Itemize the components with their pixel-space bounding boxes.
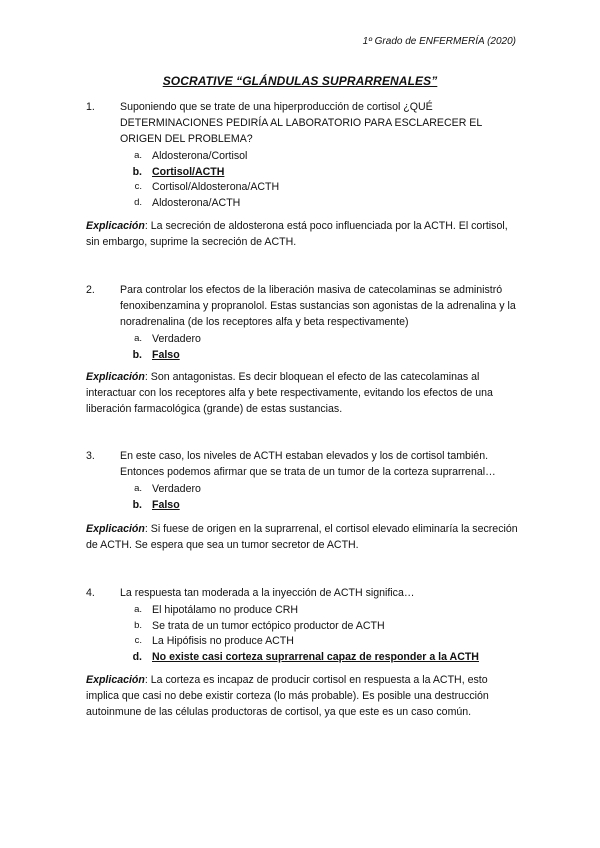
option-d-correct	[86, 649, 522, 665]
option-text: La Hipófisis no produce ACTH	[152, 635, 294, 647]
question-number: 2.	[86, 284, 95, 296]
option-c	[86, 633, 522, 649]
option-letter: a.	[134, 150, 142, 161]
question-number: 3.	[86, 450, 95, 462]
option-text: Verdadero	[152, 333, 201, 345]
option-text: Cortisol/ACTH	[152, 165, 225, 178]
explanation-4	[86, 672, 522, 720]
option-letter: b.	[132, 498, 142, 511]
explanation-label: Explicación	[86, 674, 145, 686]
explanation-1	[86, 218, 522, 250]
option-text: Cortisol/Aldosterona/ACTH	[152, 181, 280, 193]
option-letter: b.	[132, 348, 142, 361]
option-a	[86, 331, 522, 347]
option-text: No existe casi corteza suprarrenal capaz de responder a la ACTH	[152, 650, 479, 663]
option-text: Verdadero	[152, 483, 201, 495]
option-b-correct	[86, 347, 522, 363]
question-number: 1.	[86, 101, 95, 113]
option-a	[86, 481, 522, 497]
explanation-text: : La corteza es incapaz de producir cortisol en respuesta a la ACTH, esto implica que casi no debe existir corteza (lo más probable). Es posible una destrucción autoinmune de las células productoras de cortisol, ya que este es un caso común.	[86, 674, 489, 718]
question-3	[86, 448, 522, 512]
option-a	[86, 602, 522, 618]
option-letter: a.	[134, 483, 142, 494]
option-letter: a.	[134, 604, 142, 615]
option-c	[86, 179, 522, 195]
option-b-correct	[86, 497, 522, 513]
option-letter: b.	[134, 619, 142, 631]
option-letter: b.	[132, 165, 142, 178]
option-letter: c.	[134, 181, 142, 192]
option-text: Falso	[152, 498, 180, 511]
options-list	[86, 481, 522, 512]
option-letter: d.	[134, 196, 142, 208]
question-text: La respuesta tan moderada a la inyección de ACTH significa…	[120, 587, 415, 599]
page-title: SOCRATIVE “GLÁNDULAS SUPRARRENALES”	[162, 74, 438, 88]
option-text: El hipotálamo no produce CRH	[152, 604, 299, 616]
explanation-text: : Son antagonistas. Es decir bloquean el efecto de las catecolaminas al interactuar con los receptores alfa y bete respectivamente, evitando los efectos de una liberación farmacológica (grande) de estas sustancias.	[86, 371, 493, 415]
options-list	[86, 331, 522, 362]
explanation-label: Explicación	[86, 523, 145, 535]
explanation-2	[86, 369, 522, 417]
option-b-correct	[86, 164, 522, 180]
option-letter: a.	[134, 333, 142, 344]
option-text: Aldosterona/Cortisol	[152, 150, 248, 162]
explanation-label: Explicación	[86, 371, 145, 383]
explanation-text: : La secreción de aldosterona está poco influenciada por la ACTH. El cortisol, sin embargo, suprime la secreción de ACTH.	[86, 220, 508, 248]
header-note: 1º Grado de ENFERMERÍA (2020)	[362, 36, 516, 47]
option-d	[86, 195, 522, 211]
question-4	[86, 585, 522, 664]
question-text: Para controlar los efectos de la liberación masiva de catecolaminas se administró fenoxibenzamina y propranolol. Estas sustancias son agonistas de la adrenalina y la noradrenalina (de los receptores alfa y beta respectivamente)	[120, 284, 516, 328]
explanation-label: Explicación	[86, 220, 145, 232]
option-letter: d.	[132, 650, 142, 663]
question-number: 4.	[86, 587, 95, 599]
options-list	[86, 148, 522, 210]
question-1	[86, 99, 522, 210]
question-text: Suponiendo que se trate de una hiperproducción de cortisol ¿QUÉ DETERMINACIONES PEDIRÍA AL LABORATORIO PARA ESCLARECER EL ORIGEN DEL PROBLEMA?	[120, 101, 482, 145]
option-letter: c.	[134, 635, 142, 646]
question-text: En este caso, los niveles de ACTH estaban elevados y los de cortisol también. Entonces podemos afirmar que se trata de un tumor de la corteza suprarrenal…	[120, 450, 496, 478]
option-text: Aldosterona/ACTH	[152, 196, 241, 209]
option-b	[86, 618, 522, 634]
option-text: Falso	[152, 348, 180, 361]
explanation-text: : Si fuese de origen en la suprarrenal, el cortisol elevado eliminaría la secreción de ACTH. Se espera que sea un tumor secretor de ACTH.	[86, 523, 518, 551]
question-2	[86, 282, 522, 362]
option-a	[86, 148, 522, 164]
options-list	[86, 602, 522, 664]
explanation-3	[86, 521, 522, 553]
option-text: Se trata de un tumor ectópico productor de ACTH	[152, 619, 385, 632]
